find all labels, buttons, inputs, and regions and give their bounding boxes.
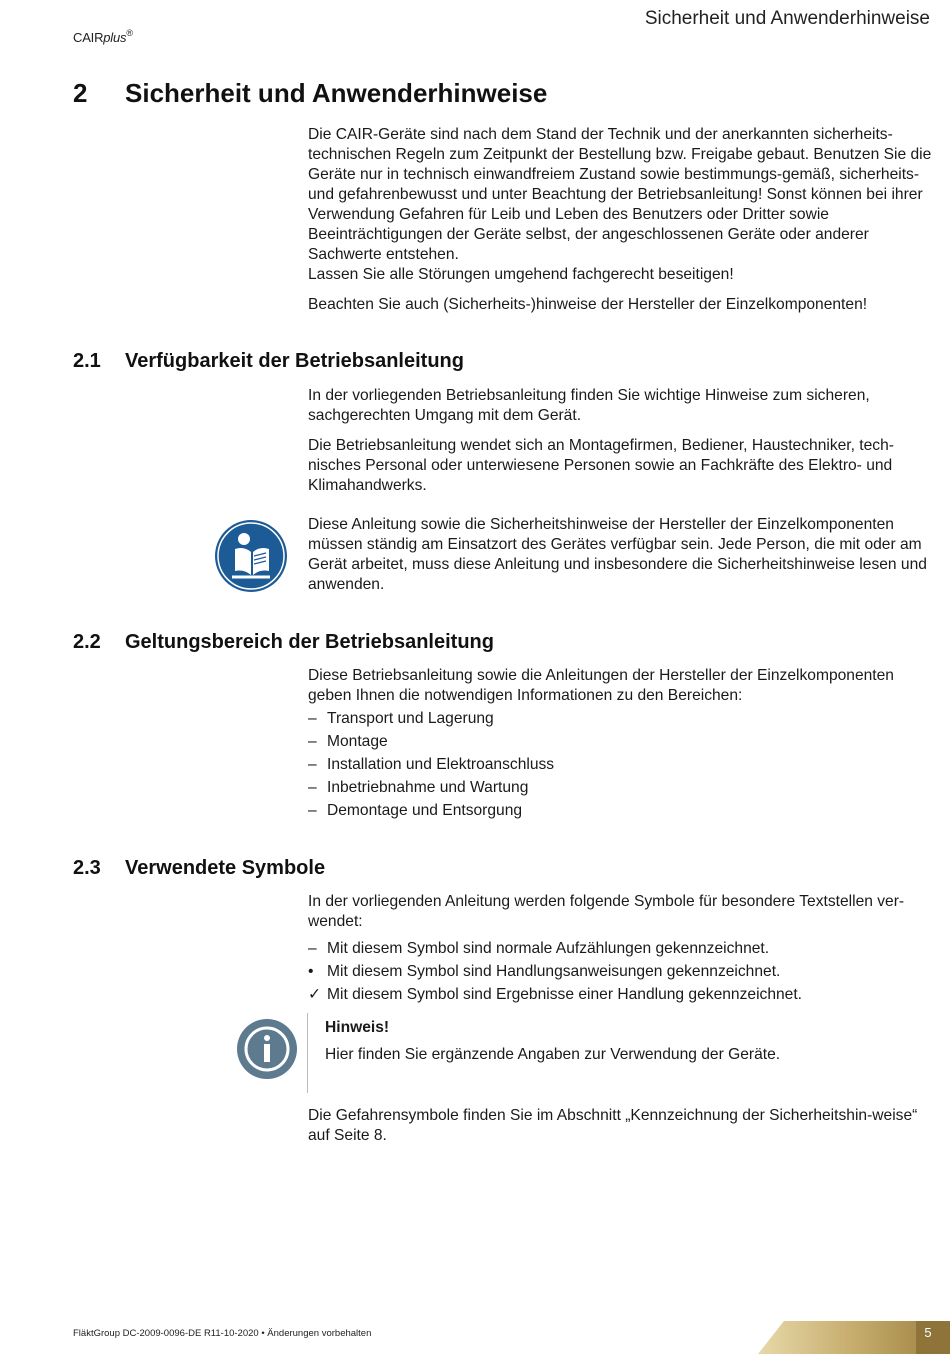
list-item: – Installation und Elektroanschluss [308, 756, 555, 773]
list-item: – Inbetriebnahme und Wartung [308, 779, 529, 796]
footer-text: FläktGroup DC-2009-0096-DE R11-10-2020 • Änderungen vorbehalten [73, 1328, 372, 1339]
section-2-3-footer-paragraph [308, 1106, 933, 1156]
list-item: – Transport und Lagerung [308, 710, 494, 727]
paragraph: Diese Betriebsanleitung sowie die Anleitungen der Hersteller der Einzelkomponenten geben Ihnen die notwendigen Informationen zu den Bereichen: [308, 667, 894, 704]
section-2-1-body [308, 386, 933, 506]
paragraph: Lassen Sie alle Störungen umgehend fachgerecht beseitigen! [308, 266, 734, 283]
note-text: Hier finden Sie ergänzende Angaben zur Verwendung der Geräte. [325, 1046, 781, 1063]
paragraph: Die Gefahrensymbole finden Sie im Abschnitt „Kennzeichnung der Sicherheitshin-weise“ auf Seite 8. [308, 1107, 918, 1144]
section-heading-2: 2 Sicherheit und Anwenderhinweise [73, 78, 548, 108]
section-2-2-body [308, 666, 933, 824]
page-number: 5 [924, 1325, 932, 1340]
paragraph: Diese Anleitung sowie die Sicherheitshinweise der Hersteller der Einzelkomponenten müssen ständig am Einsatzort des Gerätes verfügbar sein. Jede Person, die mit oder am Gerät arbeitet, muss diese Anleitung und insbesondere die Sicherheitshinweise lesen und anwenden. [308, 516, 927, 593]
list-item: • Mit diesem Symbol sind Handlungsanweisungen gekennzeichnet. [308, 963, 781, 980]
note-title: Hinweis! [325, 1019, 390, 1036]
section-heading-2-1: 2.1 Verfügbarkeit der Betriebsanleitung [73, 350, 464, 372]
brand-logo: CAIRplus® [73, 28, 133, 45]
section-heading-2-2: 2.2 Geltungsbereich der Betriebsanleitung [73, 631, 494, 653]
paragraph: In der vorliegenden Anleitung werden folgende Symbole für besondere Textstellen ver-wendet: [308, 893, 905, 930]
paragraph: In der vorliegenden Betriebsanleitung finden Sie wichtige Hinweise zum sicheren, sachgerechten Umgang mit dem Gerät. [308, 387, 870, 424]
note-divider [307, 1013, 308, 1093]
info-icon [236, 1018, 298, 1080]
list-item: – Demontage und Entsorgung [308, 802, 523, 819]
list-item: – Montage [308, 733, 388, 750]
section-heading-2-3: 2.3 Verwendete Symbole [73, 857, 326, 879]
section-2-3-body [308, 892, 933, 1008]
list-item: – Mit diesem Symbol sind normale Aufzählungen gekennzeichnet. [308, 940, 770, 957]
topic-list [308, 709, 933, 821]
paragraph: Beachten Sie auch (Sicherheits-)hinweise der Hersteller der Einzelkomponenten! [308, 296, 868, 313]
paragraph: Die Betriebsanleitung wendet sich an Montagefirmen, Bediener, Haustechniker, tech-nisches Personal oder unterwiesene Personen sowie an Fachkräfte des Elektro- und Klimahandwerks. [308, 437, 894, 494]
running-header: Sicherheit und Anwenderhinweise [644, 8, 930, 29]
section-2-body [308, 125, 933, 325]
note-box [325, 1018, 925, 1065]
list-item: ✓ Mit diesem Symbol sind Ergebnisse einer Handlung gekennzeichnet. [308, 986, 803, 1003]
symbol-list [308, 939, 933, 1005]
section-2-1-note [308, 515, 933, 605]
paragraph: Die CAIR-Geräte sind nach dem Stand der Technik und der anerkannten sicherheits-technischen Regeln zum Zeitpunkt der Bestellung bzw. Freigabe gebaut. Benutzen Sie die Geräte nur in technisch einwandfreiem Zustand sowie bestimmungs-gemäß, sicherheits- und gefahrenbewusst und unter Beachtung der Betriebsanleitung! Sonst können bei ihrer Verwendung Gefahren für Leib und Leben des Benutzers oder Dritter sowie Beeinträchtigungen der Geräte selbst, der angeschlossenen Geräte oder anderer Sachwerte entstehen. [308, 126, 932, 263]
read-manual-icon [214, 519, 288, 593]
